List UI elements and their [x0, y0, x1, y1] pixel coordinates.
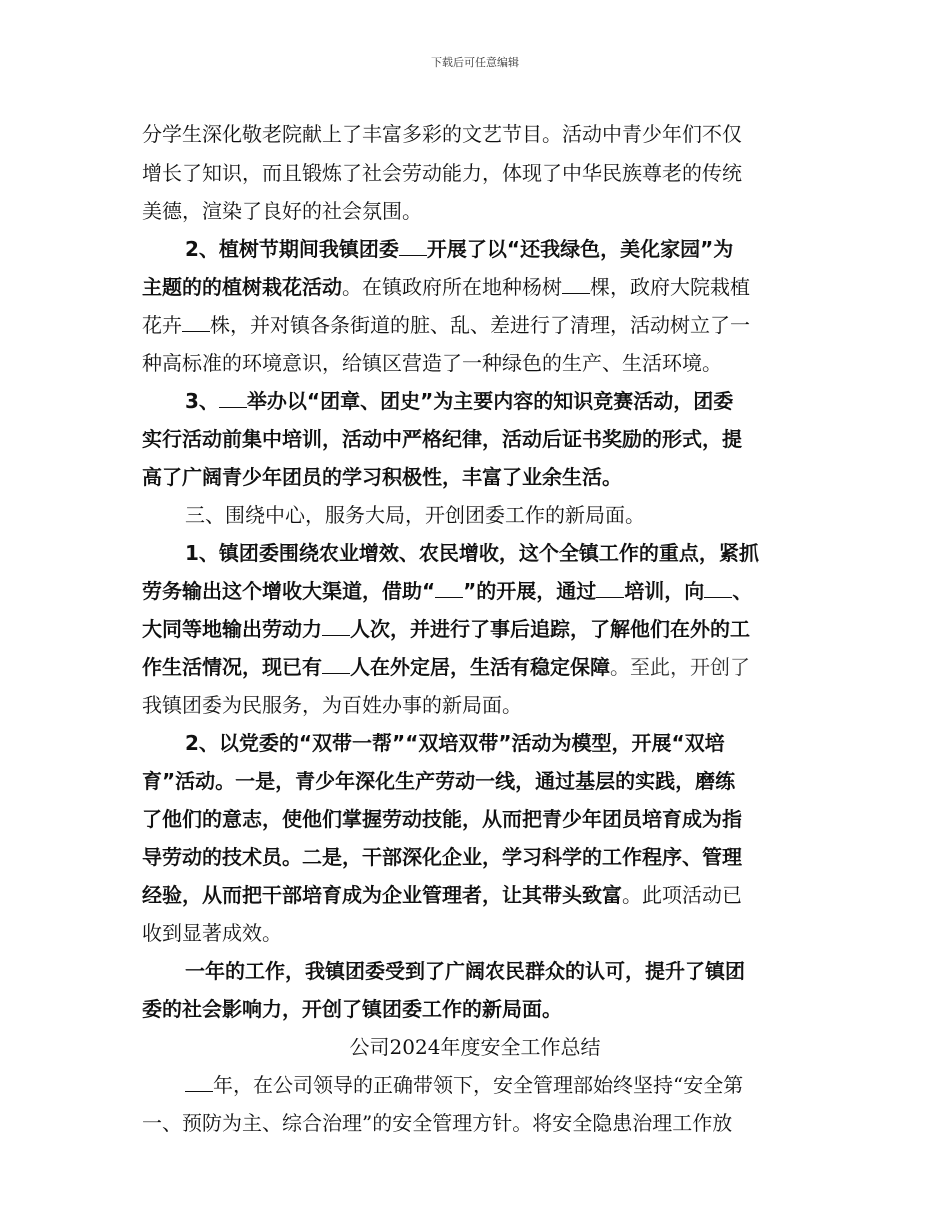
text-segment: 人在外定居，生活有稳定保障: [350, 655, 610, 679]
text-segment: 、: [732, 579, 753, 603]
text-line: [185, 388, 733, 414]
text-line: 2、以党委的“双带一帮”“双培双带”活动为模型，开展“双培: [185, 731, 725, 755]
text-segment: 花卉: [142, 313, 182, 337]
blank-underline: [219, 389, 247, 408]
text-line: 了他们的意志，使他们掌握劳动技能，从而把青少年团员培育成为指: [142, 807, 742, 831]
text-segment: 培训，向: [624, 579, 705, 603]
text-segment: ”的开展，通过: [463, 579, 597, 603]
text-segment: 。在镇政府所在地种杨树: [342, 275, 562, 299]
text-segment: 3、: [185, 389, 219, 413]
text-line: [185, 236, 733, 262]
text-line: 种高标准的环境意识，给镇区营造了一种绿色的生产、生活环境。: [142, 351, 722, 375]
blank-underline: [185, 1073, 213, 1092]
text-segment: 。此项活动已: [622, 883, 742, 907]
blank-underline: [322, 655, 350, 674]
text-segment: 株，并对镇各条街道的脏、乱、差进行了清理，活动树立了一: [210, 313, 750, 337]
section-heading: 三、围绕中心，服务大局，开创团委工作的新局面。: [185, 503, 645, 527]
text-line: 委的社会影响力，开创了镇团委工作的新局面。: [142, 997, 562, 1021]
text-line: 美德，渲染了良好的社会氛围。: [142, 199, 422, 223]
blank-underline: [562, 275, 590, 294]
blank-underline: [596, 579, 624, 598]
text-line: 一年的工作，我镇团委受到了广阔农民群众的认可，提升了镇团: [185, 959, 745, 983]
text-line: [142, 616, 750, 642]
text-segment: 大同等地输出劳动力: [142, 617, 322, 641]
text-line: 收到显著成效。: [142, 921, 282, 945]
blank-underline: [399, 237, 427, 256]
blank-underline: [704, 579, 732, 598]
text-line: 增长了知识，而且锻炼了社会劳动能力，体现了中华民族尊老的传统: [142, 161, 742, 185]
text-line: 分学生深化敬老院献上了丰富多彩的文艺节目。活动中青少年们不仅: [142, 122, 742, 146]
page-header: 下载后可任意编辑: [431, 56, 519, 69]
text-segment: 年，在公司领导的正确带领下，安全管理部始终坚持“安全第: [213, 1073, 744, 1097]
blank-underline: [435, 579, 463, 598]
text-segment: 开展了以“还我绿色，美化家园”为: [426, 237, 734, 261]
text-line: 实行活动前集中培训，活动中严格纪律，活动后证书奖励的形式，提: [142, 427, 742, 451]
text-line: 1、镇团委围绕农业增效、农民增收，这个全镇工作的重点，紧抓: [185, 541, 759, 565]
text-segment: 2、植树节期间我镇团委: [185, 237, 399, 261]
blank-underline: [182, 313, 210, 332]
text-segment: 。至此，开创了: [610, 655, 750, 679]
text-line: [142, 578, 752, 604]
text-line: [142, 882, 742, 908]
text-line: [142, 312, 750, 338]
text-line: 导劳动的技术员。二是，干部深化企业，学习科学的工作程序、管理: [142, 845, 742, 869]
text-line: 高了广阔青少年团员的学习积极性，丰富了业余生活。: [142, 465, 622, 489]
document-title: 公司2024年度安全工作总结: [349, 1035, 601, 1059]
text-segment: 作生活情况，现已有: [142, 655, 322, 679]
text-segment: 经验，从而把干部培育成为企业管理者，让其带头致富: [142, 883, 622, 907]
text-line: [142, 274, 750, 300]
text-line: 一、预防为主、综合治理”的安全管理方针。将安全隐患治理工作放: [142, 1111, 733, 1135]
text-segment: 主题的的植树栽花活动: [142, 275, 342, 299]
text-line: [185, 1072, 743, 1098]
text-line: [142, 654, 750, 680]
text-segment: 劳务输出这个增收大渠道，借助“: [142, 579, 436, 603]
text-segment: 人次，并进行了事后追踪，了解他们在外的工: [350, 617, 750, 641]
text-segment: 棵，政府大院栽植: [590, 275, 750, 299]
text-line: 我镇团委为民服务，为百姓办事的新局面。: [142, 693, 522, 717]
text-line: 育”活动。一是，青少年深化生产劳动一线，通过基层的实践，磨练: [142, 769, 736, 793]
text-segment: 举办以“团章、团史”为主要内容的知识竞赛活动，团委: [246, 389, 734, 413]
blank-underline: [322, 617, 350, 636]
